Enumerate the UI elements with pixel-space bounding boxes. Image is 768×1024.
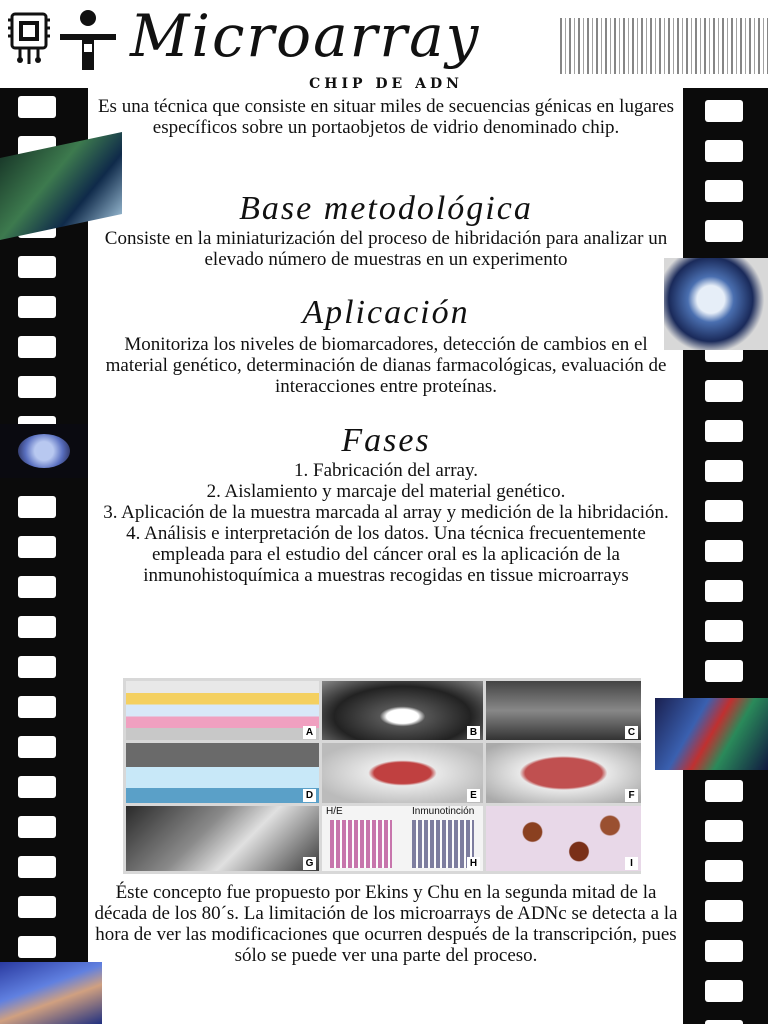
person-icon (56, 8, 120, 72)
panel-label: G (303, 857, 316, 870)
film-hole (18, 616, 56, 638)
header-texture (560, 18, 768, 74)
film-hole (705, 900, 743, 922)
section-title-aplicacion: Aplicación (302, 294, 470, 331)
panel-label: C (625, 726, 638, 739)
cell-image (0, 424, 88, 478)
film-hole (18, 256, 56, 278)
film-hole (705, 540, 743, 562)
film-hole (705, 1020, 743, 1024)
dna-helix-image (655, 698, 768, 770)
film-hole (705, 660, 743, 682)
film-hole (705, 180, 743, 202)
film-hole (705, 420, 743, 442)
film-hole (18, 776, 56, 798)
film-hole (705, 620, 743, 642)
figure-panel-g (126, 806, 319, 871)
tissue-array-he (330, 820, 392, 868)
microarray-figure (123, 678, 641, 874)
film-hole (705, 380, 743, 402)
film-hole (18, 336, 56, 358)
film-hole (18, 816, 56, 838)
panel-label: I (625, 857, 638, 870)
film-strip-right (683, 0, 768, 1024)
film-hole (18, 576, 56, 598)
tissue-array-immuno (412, 820, 474, 868)
section-title-fases: Fases (341, 422, 431, 459)
film-hole (705, 500, 743, 522)
film-hole (705, 220, 743, 242)
fase-item: 4. Análisis e interpretación de los datos. Una técnica frecuentemente empleada para el estudio del cáncer oral es la aplicación de la inmunohistoquímica a muestras recogidas en tissue microarrays (126, 523, 646, 586)
film-hole (18, 856, 56, 878)
film-hole (18, 296, 56, 318)
figure-panel-f (486, 743, 641, 803)
section-title-base: Base metodológica (239, 190, 533, 227)
figure-panel-a (126, 681, 319, 740)
film-hole (705, 460, 743, 482)
page-title: Microarray (130, 2, 481, 70)
outro-paragraph: Éste concepto fue propuesto por Ekins y Chu en la segunda mitad de la década de los 80´s. La limitación de los microarrays de ADNc se detecta a la hora de ver las modificaciones que ocurren después de la transcripción, pues sólo se puede ver una parte del proceso. (94, 882, 678, 966)
film-hole (18, 496, 56, 518)
film-hole (705, 100, 743, 122)
figure-panel-b (322, 681, 483, 740)
aplicacion-paragraph: Monitoriza los niveles de biomarcadores, detección de cambios en el material genético, determinación de dianas farmacológicas, evaluación de interacciones entre proteínas. (105, 334, 667, 397)
subtitle: CHIP DE ADN (309, 76, 463, 92)
figure-panel-c (486, 681, 641, 740)
panel-tag-immuno: Inmunotinción (412, 806, 475, 817)
film-hole (18, 736, 56, 758)
figure-panel-h (322, 806, 483, 871)
hand-chip-image (0, 962, 102, 1024)
figure-panel-e (322, 743, 483, 803)
film-hole (705, 860, 743, 882)
header (0, 0, 768, 88)
film-hole (705, 980, 743, 1002)
fase-item: 1. Fabricación del array. (294, 460, 478, 481)
film-hole (18, 896, 56, 918)
film-hole (705, 940, 743, 962)
fases-list (92, 460, 680, 586)
molecule-image (664, 258, 768, 350)
intro-paragraph: Es una técnica que consiste en situar miles de secuencias génicas en lugares específicos sobre un portaobjetos de vidrio denominado chip. (97, 96, 675, 138)
fase-item: 3. Aplicación de la muestra marcada al array y medición de la hibridación. (103, 502, 669, 523)
film-hole (18, 376, 56, 398)
panel-label: A (303, 726, 316, 739)
figure-panel-d (126, 743, 319, 803)
film-hole (18, 936, 56, 958)
panel-label: B (467, 726, 480, 739)
fase-item: 2. Aislamiento y marcaje del material genético. (206, 481, 566, 502)
film-hole (18, 96, 56, 118)
panel-label: H (467, 857, 480, 870)
panel-label: F (625, 789, 638, 802)
film-hole (18, 656, 56, 678)
panel-label: D (303, 789, 316, 802)
base-paragraph: Consiste en la miniaturización del proceso de hibridación para analizar un elevado número de muestras en un experimento (104, 228, 668, 270)
panel-label: E (467, 789, 480, 802)
film-hole (705, 580, 743, 602)
figure-panel-i (486, 806, 641, 871)
film-hole (705, 140, 743, 162)
film-hole (18, 696, 56, 718)
film-hole (705, 820, 743, 842)
chip-icon (4, 6, 54, 70)
panel-tag-he: H/E (326, 806, 343, 817)
film-hole (18, 536, 56, 558)
film-hole (705, 780, 743, 802)
